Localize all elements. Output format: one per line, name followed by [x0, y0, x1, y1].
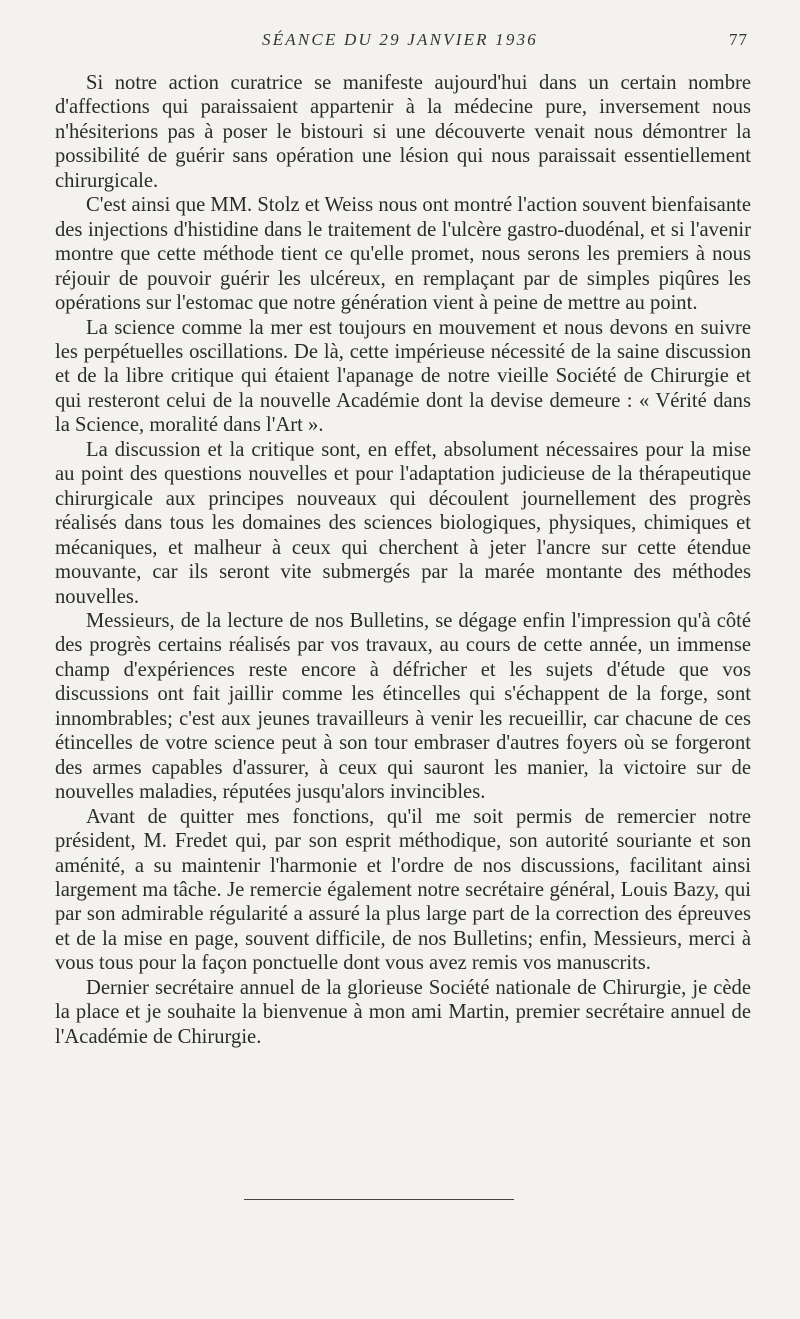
paragraph-3: La science comme la mer est toujours en mouvement et nous devons en suivre les perpétuelles oscillations. De là, cette impérieuse nécessité de la saine discussion et de la libre critique qui étaient l'apanage de notre vieille Société de Chirurgie et qui resteront celui de la nouvelle Académie dont la devise demeure : « Vérité dans la Science, moralité dans l'Art ». [55, 316, 751, 437]
body-text [55, 71, 751, 1049]
closing-rule [244, 1199, 514, 1200]
page-number: 77 [729, 30, 748, 49]
paragraph-7: Dernier secrétaire annuel de la glorieuse Société nationale de Chirurgie, je cède la place et je souhaite la bienvenue à mon ami Martin, premier secrétaire annuel de l'Académie de Chirurgie. [55, 976, 751, 1048]
paragraph-2: C'est ainsi que MM. Stolz et Weiss nous ont montré l'action souvent bienfaisante des injections d'histidine dans le traitement de l'ulcère gastro-duodénal, et si l'avenir montre que cette méthode tient ce qu'elle promet, nous serons les premiers à nous réjouir de pouvoir guérir les ulcéreux, en remplaçant par de simples piqûres les opérations sur l'estomac que notre génération vient à peine de mettre au point. [55, 194, 751, 315]
paragraph-4: La discussion et la critique sont, en effet, absolument nécessaires pour la mise au point des questions nouvelles et pour l'adaptation judicieuse de la thérapeutique chirurgicale aux principes nouveaux qui découlent journellement des progrès réalisés dans tous les domaines des sciences biologiques, physiques, chimiques et mécaniques, et malheur à ceux qui cherchent à jeter l'ancre sur cette étendue mouvante, car ils seront vite submergés par la marée montante des méthodes nouvelles. [55, 438, 751, 608]
page-header [0, 30, 800, 54]
running-title: SÉANCE DU 29 JANVIER 1936 [262, 30, 538, 49]
paragraph-6: Avant de quitter mes fonctions, qu'il me soit permis de remercier notre président, M. Fredet qui, par son esprit méthodique, son autorité souriante et son aménité, a su maintenir l'harmonie et l'ordre de nos discussions, facilitant ainsi largement ma tâche. Je remercie également notre secrétaire général, Louis Bazy, qui par son admirable régularité a assuré la plus large part de la correction des épreuves et de la mise en page, souvent difficile, de nos Bulletins; enfin, Messieurs, merci à vous tous pour la façon ponctuelle dont vous avez remis vos manuscrits. [55, 805, 751, 975]
paragraph-5: Messieurs, de la lecture de nos Bulletins, se dégage enfin l'impression qu'à côté des progrès certains réalisés par vos travaux, au cours de cette année, un immense champ d'expériences reste encore à défricher et les sujets d'étude que vos discussions ont fait jaillir comme les étincelles qui s'échappent de la forge, sont innombrables; c'est aux jeunes travailleurs à venir les recueillir, car chacune de ces étincelles de votre science peut à son tour embraser d'autres foyers où se forgeront des armes capables d'assurer, à ceux qui sauront les manier, la victoire sur de nouvelles maladies, réputées jusqu'alors invincibles. [55, 609, 751, 804]
paragraph-1: Si notre action curatrice se manifeste aujourd'hui dans un certain nombre d'affections qui paraissaient appartenir à la médecine pure, inversement nous n'hésiterions pas à poser le bistouri si une découverte venait nous démontrer la possibilité de guérir sans opération une lésion qui nous paraissait essentiellement chirurgicale. [55, 72, 751, 192]
